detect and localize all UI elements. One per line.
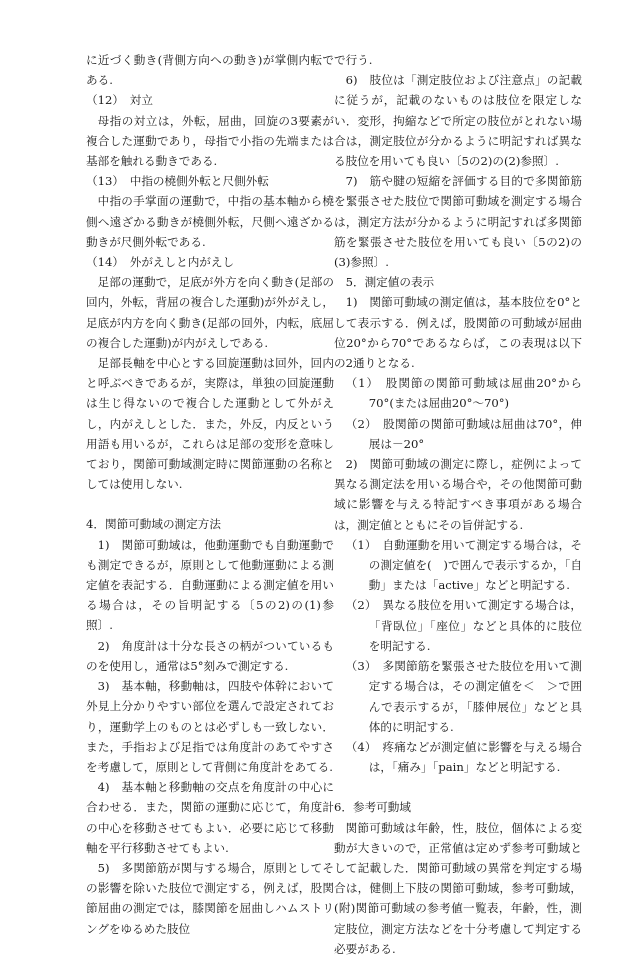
paragraph: 2) 関節可動域の測定に際し，症例によって異なる測定法を用いる場合や，その他関節可動域に影響を与える特記すべき事項がある場合は，測定値とともにその旨併記する.: [334, 457, 582, 532]
paragraph: 5) 多関節筋が関与する場合，原則としてその影響を除いた肢位で測定する，例えば，股関節屈曲の測定では，膝関節を屈曲しハムストリングをゆるめた肢位: [86, 860, 334, 936]
spacer: [86, 494, 334, 514]
paragraph: （4） 疼痛などが測定値に影響を与える場合は，「痛み」「pain」などと明記する.: [345, 739, 582, 775]
paragraph: 4．関節可動域の測定方法: [86, 517, 221, 532]
paragraph: 母指の対立は，外転，屈曲，回旋の3要素が複合した運動であり，母指で小指の先端または基部を触れる動きである.: [86, 113, 334, 169]
right-column: [334, 50, 582, 959]
paragraph: 2) 角度計は十分な長さの柄がついているものを使用し，通常は5°刻みで測定する.: [86, 638, 334, 673]
paragraph: 1) 関節可動域の測定値は，基本肢位を0°として表示する．例えば，股関節の可動域が屈曲位20°から70°であるならば，この表現は以下の2通りとなる.: [334, 295, 582, 371]
paragraph: 4) 基本軸と移動軸の交点を角度計の中心に合わせる．また，関節の運動に応じて，角度計の中心を移動させてもよい．必要に応じて移動軸を平行移動させてもよい.: [86, 780, 334, 855]
paragraph: （3） 多関節筋を緊張させた肢位を用いて測定する場合は，その測定値を＜ ＞で囲んで表示するが，「膝伸展位」などと具体的に明記する.: [345, 659, 582, 734]
paragraph: 足部の運動で，足底が外方を向く動き(足部の回内，外転，背屈の複合した運動)が外がえし，足底が内方を向く動き(足部の回外，内転，底屈の複合した運動)が内がえしである.: [86, 275, 334, 350]
paragraph: 6) 肢位は「測定肢位および注意点」の記載に従うが，記載のないものは肢位を限定しない．変形，拘縮などで所定の肢位がとれない場合は，測定肢位が分かるように明記すれば異なる肢位を用いても良い〔5の2)の(2)参照〕.: [334, 73, 582, 169]
paragraph: 6．参考可動域: [334, 800, 411, 815]
paragraph: 関節可動域は年齢，性，肢位，個体による変動が大きいので，正常値は定めず参考可動域として記載した．関節可動域の異常を判定する場合は，健側上下肢の関節可動域，参考可動域，(附)関節可動域の参考値一覧表，年齢，性，測定肢位，測定方法などを十分考慮して判定する必要がある.: [334, 820, 582, 956]
paragraph: 1) 関節可動域は，他動運動でも自動運動でも測定できるが，原則として他動運動による測定値を表記する．自動運動による測定値を用いる場合は，その旨明記する〔5の2)の(1)参照〕.: [86, 537, 334, 633]
paragraph: （12） 対立: [86, 93, 153, 108]
paragraph: （2） 異なる肢位を用いて測定する場合は，「背臥位」「座位」などと具体的に肢位を明記する.: [345, 598, 582, 653]
spacer: [334, 777, 582, 797]
paragraph: 5．測定値の表示: [345, 275, 435, 290]
left-column: [86, 50, 334, 939]
paragraph: に近づく動き(背側方向への動き)が掌側内転である.: [86, 53, 334, 88]
paragraph: （13） 中指の橈側外転と尺側外転: [86, 174, 269, 189]
paragraph: 7) 筋や腱の短縮を評価する目的で多関節筋を緊張させた肢位で関節可動域を測定する場合は，測定方法が分かるように明記すれば多関節筋を緊張させた肢位を用いても良い〔5の2)の(3)参照〕.: [334, 174, 582, 270]
paragraph: （1） 自動運動を用いて測定する場合は，その測定値を( )で囲んで表示するか，「自動」または「active」などと明記する.: [345, 537, 582, 593]
paragraph: （1） 股関節の関節可動域は屈曲20°から70°(または屈曲20°～70°): [345, 376, 582, 411]
paragraph: （2） 股関節の関節可動域は屈曲は70°，伸展は－20°: [345, 416, 582, 451]
paragraph: （14） 外がえしと内がえし: [86, 255, 235, 270]
paragraph: 3) 基本軸，移動軸は，四肢や体幹において外見上分かりやすい部位を選んで設定されており，運動学上のものとは必ずしも一致しない．また，手指および足指では角度計のあてやすさを考慮して，原則として背側に角度計をあてる.: [86, 679, 334, 774]
paragraph: 足部長軸を中心とする回旋運動は回外，回内と呼ぶべきであるが，実際は，単独の回旋運動は生じ得ないので複合した運動として外がえし，内がえしとした．また，外反，内反という用語も用いるが，これらは足部の変形を意味しており，関節可動域測定時に関節運動の名称としては使用しない.: [86, 356, 334, 492]
paragraph: で行う.: [334, 53, 373, 67]
paragraph: 中指の手掌面の運動で，中指の基本軸から橈側へ遠ざかる動きが橈側外転，尺側へ遠ざかる動きが尺側外転である.: [86, 194, 334, 249]
